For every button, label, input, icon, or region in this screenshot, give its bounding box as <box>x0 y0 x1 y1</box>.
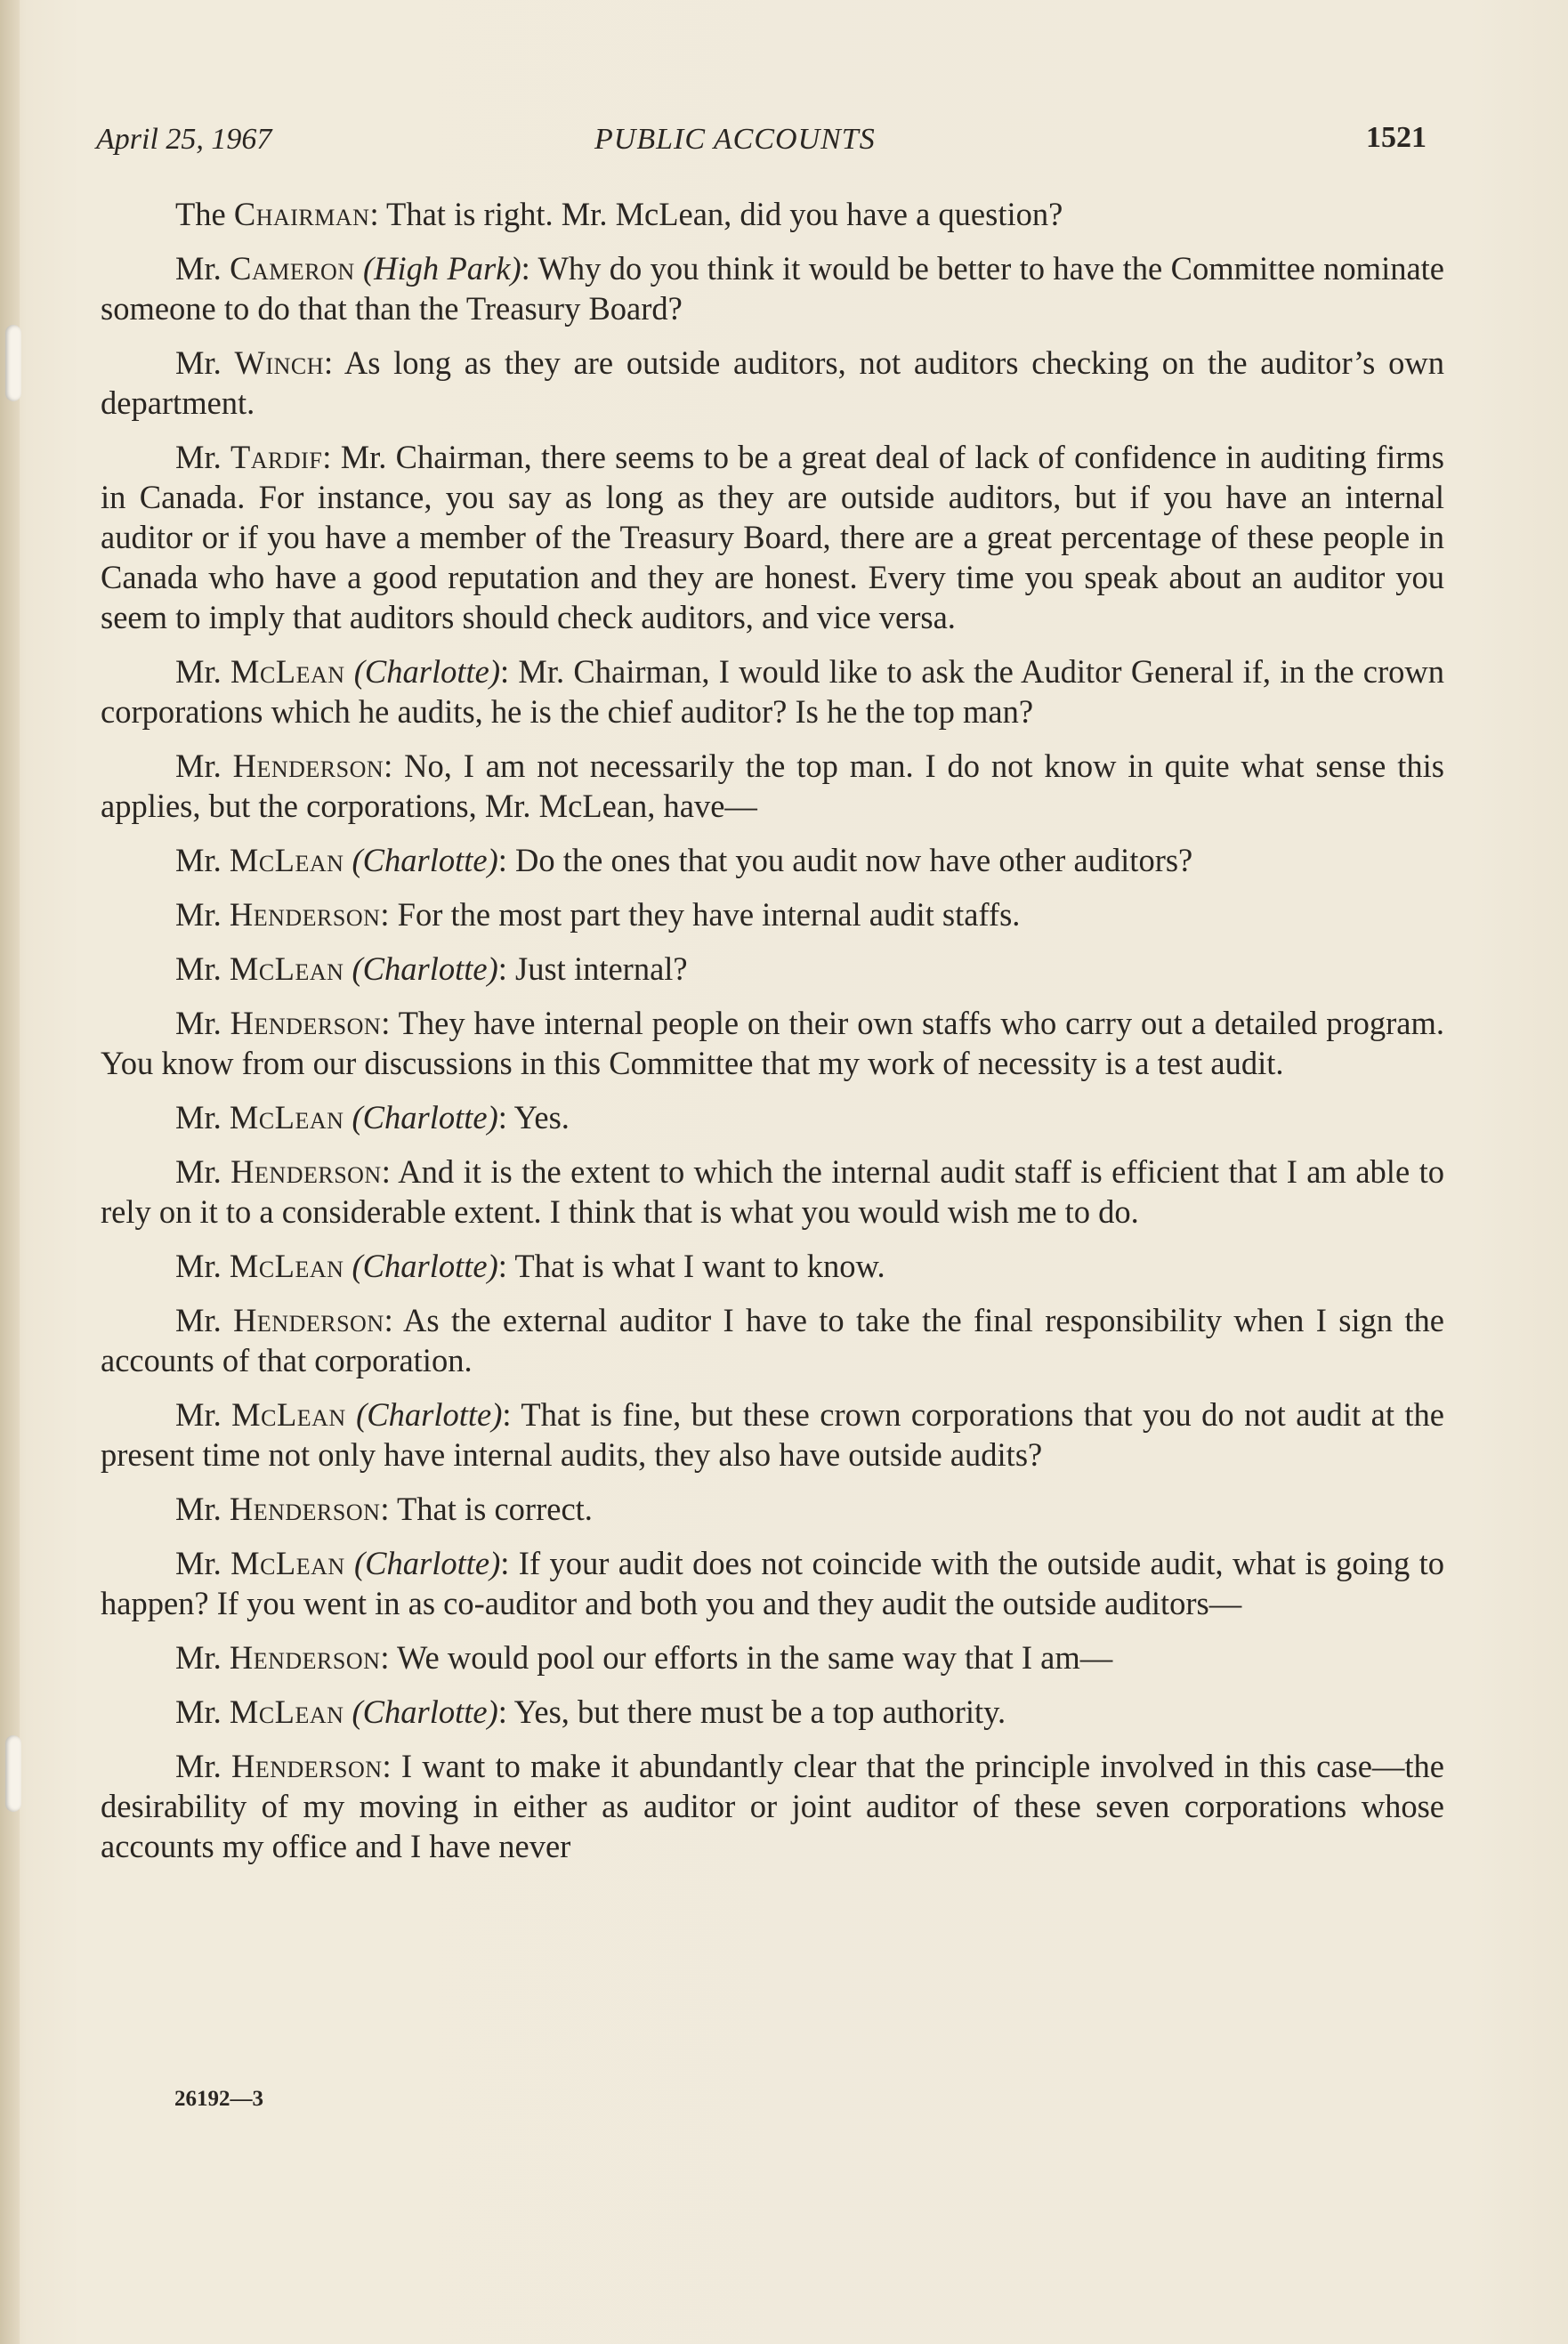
speech-text: : For the most part they have internal audit staffs. <box>380 896 1021 933</box>
footer-signature-code: 26192—3 <box>174 2087 263 2111</box>
speech-text: : I want to make it abundantly clear that the principle involved in this case—the desirability of my moving in either as auditor or joint auditor of these seven corporations whose accounts my office and I have never <box>101 1748 1444 1864</box>
transcript-paragraph <box>101 1692 1444 1732</box>
speaker-prefix: Mr. <box>175 1153 231 1190</box>
header-date: April 25, 1967 <box>96 123 272 156</box>
speaker-name: Henderson <box>230 1153 382 1190</box>
speaker-prefix: Mr. <box>175 653 230 690</box>
speaker-name: McLean <box>229 1099 344 1136</box>
speaker-name: Chairman <box>233 196 370 232</box>
speaker-prefix: Mr. <box>175 1545 231 1581</box>
transcript-paragraph <box>101 194 1444 234</box>
transcript-paragraph <box>101 894 1444 934</box>
speaker-name: Henderson <box>230 1005 382 1041</box>
speech-text: : Do the ones that you audit now have other auditors? <box>497 842 1193 878</box>
speech-text: : That is correct. <box>380 1491 593 1527</box>
punch-hole <box>5 325 21 401</box>
transcript-paragraph <box>101 1003 1444 1083</box>
speaker-prefix: Mr. <box>175 1491 230 1527</box>
speech-text: : If your audit does not coincide with the outside audit, what is going to happen? If you went in as co-auditor and both you and they audit the outside auditors— <box>101 1545 1444 1621</box>
transcript-paragraph <box>101 343 1444 423</box>
speech-text: : As long as they are outside auditors, not auditors checking on the auditor’s own department. <box>101 344 1444 421</box>
speaker-name: McLean <box>230 653 345 690</box>
speaker-riding: (Charlotte) <box>352 1693 498 1730</box>
speaker-prefix: Mr. <box>175 1693 230 1730</box>
speech-text: : That is fine, but these crown corporations that you do not audit at the present time not only have internal audits, they also have outside audits? <box>101 1396 1445 1473</box>
speech-text: : We would pool our efforts in the same way that I am— <box>380 1639 1113 1676</box>
speech-text: : Yes. <box>497 1099 570 1136</box>
transcript-paragraph <box>101 949 1444 989</box>
speaker-name: McLean <box>229 1693 344 1730</box>
transcript-paragraph <box>101 248 1444 328</box>
speaker-riding: (Charlotte) <box>353 653 501 690</box>
transcript-body <box>101 194 1444 1880</box>
speaker-name: Henderson <box>229 1639 381 1676</box>
speech-text: : They have internal people on their own staffs who carry out a detailed program. You know from our discussions in this Committee that my work of necessity is a test audit. <box>101 1005 1444 1081</box>
speaker-name: McLean <box>230 1545 345 1581</box>
speech-text: : No, I am not necessarily the top man. I do not know in quite what sense this applies, but the corporations, Mr. McLean, have— <box>101 748 1444 824</box>
speech-text: : Yes, but there must be a top authority. <box>497 1693 1006 1730</box>
speaker-name: Henderson <box>232 748 384 784</box>
speaker-name: Henderson <box>229 896 381 933</box>
speaker-name: Henderson <box>230 1748 383 1784</box>
speaker-prefix: Mr. <box>175 1099 230 1136</box>
speaker-name: Cameron <box>230 250 355 287</box>
speech-text: : Just internal? <box>497 950 688 987</box>
speaker-name: Henderson <box>229 1491 381 1527</box>
punch-hole <box>5 1735 21 1812</box>
speech-text: : That is what I want to know. <box>497 1248 885 1284</box>
transcript-paragraph <box>101 1097 1444 1137</box>
transcript-paragraph <box>101 437 1444 637</box>
speaker-riding: (High Park) <box>363 250 521 287</box>
speaker-prefix: Mr. <box>175 439 230 475</box>
transcript-paragraph <box>101 1152 1444 1232</box>
transcript-paragraph <box>101 746 1444 826</box>
speech-text: : That is right. Mr. McLean, did you have a question? <box>369 196 1063 232</box>
speaker-riding: (Charlotte) <box>352 1248 498 1284</box>
speech-text: : Mr. Chairman, I would like to ask the Auditor General if, in the crown corporations which he audits, he is the chief auditor? Is he the top man? <box>101 653 1444 730</box>
speaker-name: Tardif <box>230 439 323 475</box>
speaker-riding: (Charlotte) <box>356 1396 503 1433</box>
speaker-prefix: Mr. <box>175 896 230 933</box>
page-number: 1521 <box>1366 121 1427 154</box>
page-header <box>96 123 1427 167</box>
transcript-paragraph <box>101 1300 1444 1380</box>
speaker-name: McLean <box>229 1248 344 1284</box>
transcript-paragraph <box>101 1746 1444 1866</box>
speaker-prefix: Mr. <box>175 1302 234 1338</box>
speaker-prefix: Mr. <box>175 1748 231 1784</box>
speaker-prefix: Mr. <box>175 344 235 381</box>
transcript-paragraph <box>101 840 1444 880</box>
speaker-riding: (Charlotte) <box>352 950 498 987</box>
speaker-name: Winch <box>234 344 324 381</box>
transcript-paragraph <box>101 1543 1444 1623</box>
speech-text: : Why do you think it would be better to have the Committee nominate someone to do that than the Treasury Board? <box>101 250 1444 327</box>
speaker-prefix: Mr. <box>175 950 230 987</box>
speaker-prefix: The <box>175 196 234 232</box>
speaker-name: McLean <box>231 1396 346 1433</box>
speaker-riding: (Charlotte) <box>354 1545 501 1581</box>
transcript-paragraph <box>101 1394 1444 1475</box>
speaker-prefix: Mr. <box>175 1639 230 1676</box>
speaker-prefix: Mr. <box>175 842 230 878</box>
speaker-prefix: Mr. <box>175 250 230 287</box>
speaker-prefix: Mr. <box>175 1248 230 1284</box>
transcript-paragraph <box>101 1246 1444 1286</box>
speaker-name: McLean <box>229 950 344 987</box>
speaker-riding: (Charlotte) <box>352 842 498 878</box>
speaker-name: Henderson <box>233 1302 384 1338</box>
transcript-paragraph <box>101 651 1444 731</box>
speaker-prefix: Mr. <box>175 748 233 784</box>
transcript-paragraph <box>101 1637 1444 1677</box>
speech-text: : And it is the extent to which the internal audit staff is efficient that I am able to rely on it to a considerable extent. I think that is what you would wish me to do. <box>101 1153 1444 1230</box>
header-title: PUBLIC ACCOUNTS <box>594 123 876 156</box>
transcript-paragraph <box>101 1489 1444 1529</box>
speaker-prefix: Mr. <box>175 1396 232 1433</box>
speaker-name: McLean <box>229 842 344 878</box>
speech-text: : Mr. Chairman, there seems to be a great deal of lack of confidence in auditing firms in Canada. For instance, you say as long as they are outside auditors, but if you have an internal auditor or if you have a member of the Treasury Board, there are a great percentage of these people in Canada who have a good reputation and they are honest. Every time you speak about an auditor you seem to imply that auditors should check auditors, and vice versa. <box>101 439 1444 635</box>
speaker-riding: (Charlotte) <box>352 1099 498 1136</box>
speaker-prefix: Mr. <box>175 1005 230 1041</box>
speech-text: : As the external auditor I have to take the final responsibility when I sign the accounts of that corporation. <box>101 1302 1444 1378</box>
